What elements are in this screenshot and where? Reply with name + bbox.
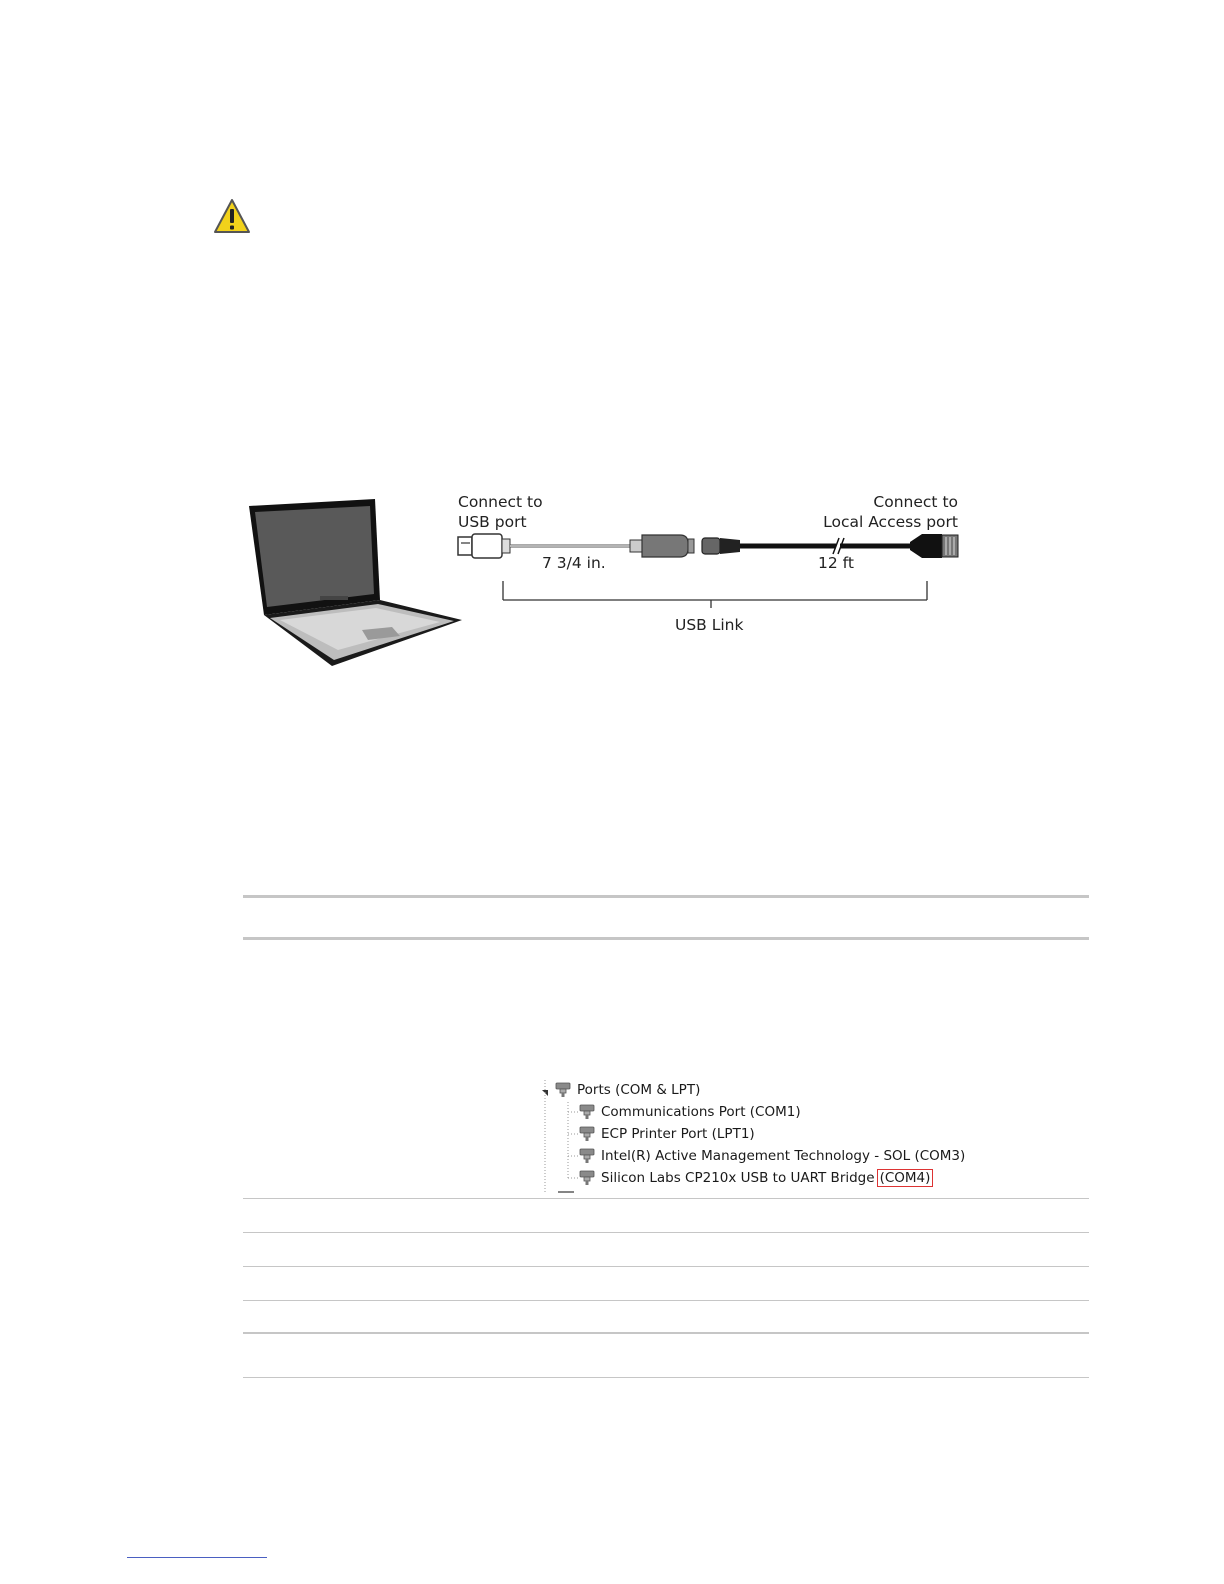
table-bottom-rule bbox=[243, 1377, 1089, 1378]
footer-link-underline[interactable] bbox=[127, 1557, 267, 1558]
port-connector-icon bbox=[578, 1103, 596, 1121]
table-row-rule bbox=[243, 1300, 1089, 1301]
warning-icon bbox=[213, 198, 251, 234]
short-cable-length: 7 3/4 in. bbox=[542, 554, 606, 572]
usb-port-label: USB port bbox=[458, 513, 527, 531]
tree-item-com1[interactable] bbox=[578, 1102, 801, 1122]
left-connect-label: Connect to bbox=[458, 493, 543, 511]
usb-link-diagram bbox=[240, 488, 970, 673]
tree-item-label: ECP Printer Port (LPT1) bbox=[601, 1126, 755, 1142]
table-section-rule bbox=[243, 1332, 1089, 1334]
usb-plug bbox=[458, 534, 510, 558]
port-connector-icon bbox=[578, 1169, 596, 1187]
tree-item-label: Silicon Labs CP210x USB to UART Bridge bbox=[601, 1170, 875, 1186]
tree-item-com4[interactable] bbox=[578, 1168, 933, 1188]
port-connector-icon bbox=[578, 1125, 596, 1143]
table-row-rule bbox=[243, 1198, 1089, 1199]
table-row-rule bbox=[243, 1232, 1089, 1233]
tree-item-label: Intel(R) Active Management Technology - SOL (COM3) bbox=[601, 1148, 966, 1164]
long-cable-length: 12 ft bbox=[818, 554, 854, 572]
com-port-highlight: (COM4) bbox=[877, 1169, 934, 1187]
tree-group-label: Ports (COM & LPT) bbox=[577, 1082, 701, 1098]
local-access-connector bbox=[910, 534, 958, 558]
port-connector-icon bbox=[554, 1081, 572, 1099]
tree-item-lpt1[interactable] bbox=[578, 1124, 755, 1144]
port-connector-icon bbox=[578, 1147, 596, 1165]
cable-adapter bbox=[630, 535, 740, 557]
tree-item-com3[interactable] bbox=[578, 1146, 965, 1166]
table-row-rule bbox=[243, 1266, 1089, 1267]
usb-link-label: USB Link bbox=[675, 616, 744, 634]
tree-group-ports[interactable] bbox=[554, 1080, 700, 1100]
right-connect-label: Connect to bbox=[873, 493, 958, 511]
local-access-port-label: Local Access port bbox=[823, 513, 958, 531]
table-top-rule bbox=[243, 895, 1089, 898]
table-header-rule bbox=[243, 937, 1089, 940]
device-manager-tree bbox=[538, 1078, 968, 1196]
tree-item-label: Communications Port (COM1) bbox=[601, 1104, 801, 1120]
laptop-illustration bbox=[249, 499, 462, 666]
usb-link-bracket bbox=[503, 581, 927, 608]
